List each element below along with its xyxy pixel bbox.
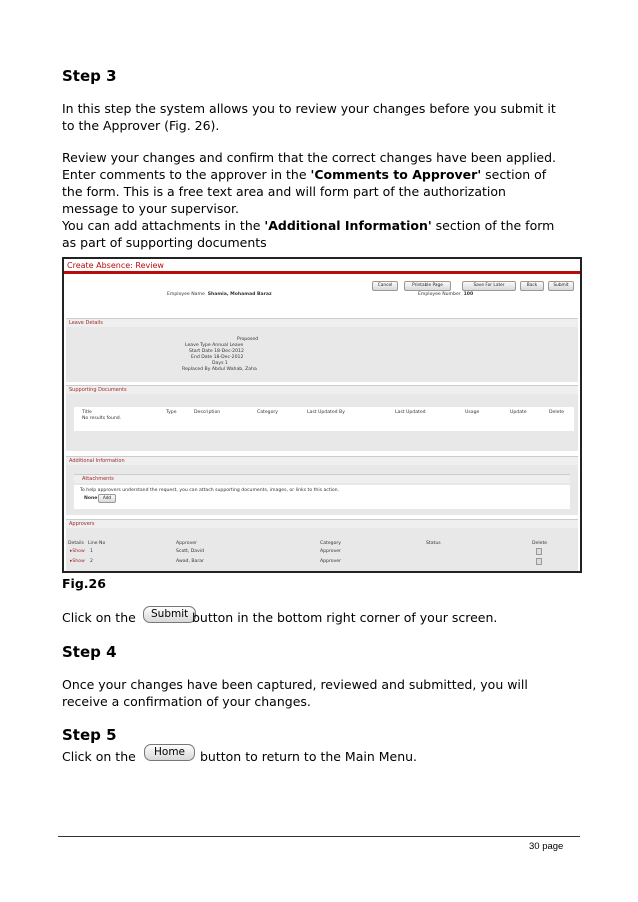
step5-click-a: Click on the [62,749,136,764]
review-screenshot [62,257,582,573]
leave-details-body [66,327,578,382]
col-approver: Approver [176,541,198,546]
step5-click-b: button to return to the Main Menu. [200,749,418,764]
page-number: 30 page [529,841,564,852]
cancel-button[interactable]: Cancel [372,281,398,291]
none-label: None [84,496,98,501]
back-button[interactable]: Back [520,281,544,291]
step3-para2: Review your changes and confirm that the correct changes have been applied. Enter comments to the approver in the 'Comments to Approver' section of the form. This is a free text area and will form part of the authorization message to your supervisor. You can add attachments in the 'Additional Information' section of the form as part of supporting documents [62,150,557,250]
col-title: Title [82,410,92,415]
col-details: Details [68,541,84,546]
step5-heading: Step 5 [62,726,117,744]
category-1: Approver [320,549,342,554]
submit-button-illustration: Submit [143,606,196,623]
show-link-1[interactable]: ▸Show [70,549,85,554]
footer-divider [58,836,580,837]
no-results-text: No results found. [82,416,122,421]
approver-2: Awad, Barar [176,559,204,564]
col-type: Type [166,410,177,415]
leave-type: Leave Type Annual Leave [185,343,244,348]
attachments-section: Attachments [74,474,570,483]
days: Days 1 [212,361,228,366]
screenshot-title: Create Absence: Review [67,261,164,270]
col-delete: Delete [549,410,565,415]
attachments-body [74,485,570,509]
line-no-2: 2 [90,559,93,564]
col-status: Status [426,541,441,546]
line-no-1: 1 [90,549,93,554]
col-usage: Usage [465,410,480,415]
additional-information-section: Additional Information [66,456,578,465]
approver-1: Scott, David [176,549,205,554]
step4-para: Once your changes have been captured, reviewed and submitted, you will receive a confirmation of your changes. [62,677,528,709]
employee-number-row: Employee Number 100 [418,292,474,297]
figure-caption: Fig.26 [62,576,106,591]
show-link-2[interactable]: ▸Show [70,559,85,564]
documents-table [74,407,574,431]
submit-button-shot[interactable]: Submit [548,281,574,291]
col-last-updated-by: Last Updated By [307,410,345,415]
col-category: Category [257,410,278,415]
col-last-updated: Last Updated [395,410,426,415]
trash-icon[interactable] [536,558,542,565]
proposed-label: Proposed [237,337,259,342]
save-for-later-button[interactable]: Save For Later [462,281,516,291]
employee-name-row: Employee Name Shamia, Mohamad Baraz [167,292,272,297]
home-button-illustration: Home [144,744,195,761]
attachments-help-text: To help approvers understand the request, you can attach supporting documents, images, or links to this action. [80,488,340,493]
click-submit-line: Click on the [62,610,136,625]
add-attachment-button[interactable]: Add [98,494,116,503]
step3-para1: In this step the system allows you to review your changes before you submit it to the Approver (Fig. 26). [62,101,556,133]
start-date: Start Date 18-Dec-2012 [189,349,244,354]
col-line-no: Line No [88,541,106,546]
approvers-section: Approvers [66,519,578,528]
screenshot-titlebar [64,259,580,274]
col-update: Update [510,410,527,415]
printable-page-button[interactable]: Printable Page [404,281,451,291]
leave-details-section: Leave Details [66,318,578,327]
col-description: Description [194,410,221,415]
col-category-appr: Category [320,541,341,546]
replaced-by: Replaced By Abdul Wahab, Zaha [182,367,257,372]
category-2: Approver [320,559,342,564]
end-date: End Date 18-Dec-2012 [191,355,244,360]
supporting-documents-section: Supporting Documents [66,385,578,394]
col-delete-appr: Delete [532,541,548,546]
trash-icon[interactable] [536,548,542,555]
step4-heading: Step 4 [62,643,117,661]
click-submit-line-rest: button in the bottom right corner of your screen. [192,610,498,625]
step3-heading: Step 3 [62,67,117,85]
